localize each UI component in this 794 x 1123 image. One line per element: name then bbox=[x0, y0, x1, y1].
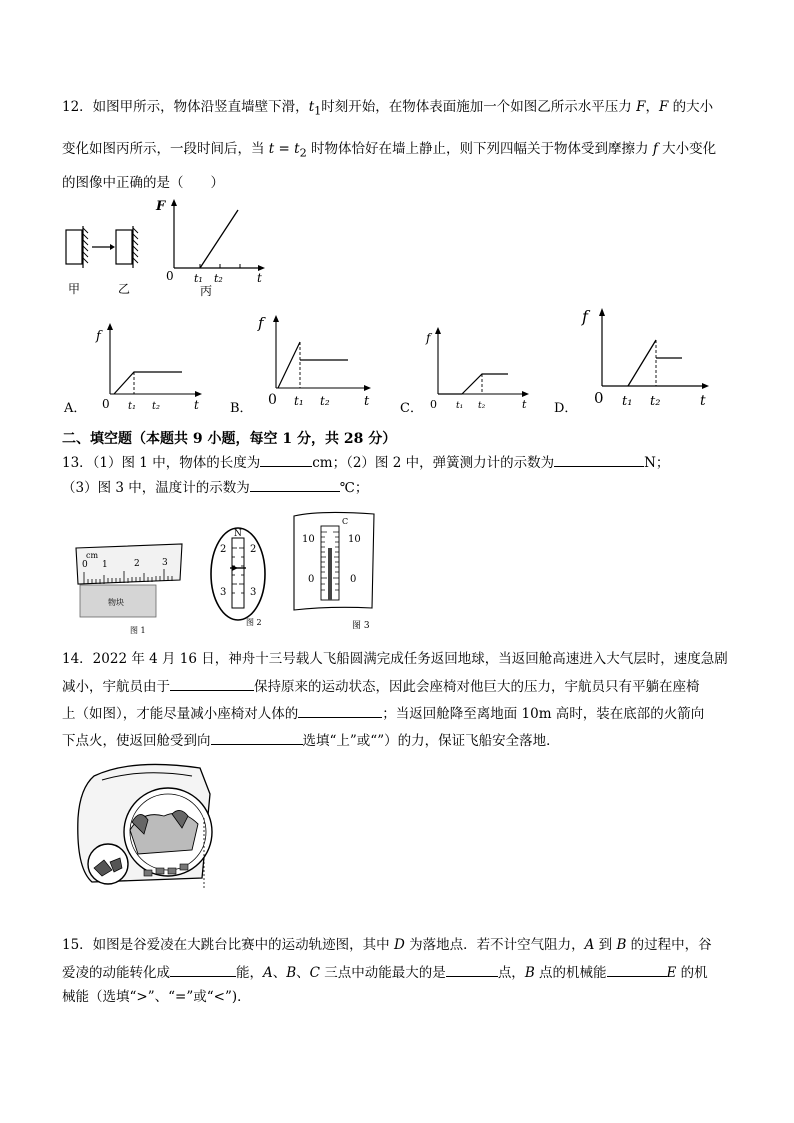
label-yi: 乙 bbox=[118, 282, 131, 296]
ruler-block-label: 物块 bbox=[108, 598, 124, 607]
thermometer-10-right: 10 bbox=[348, 534, 361, 545]
option-d-t2: t₂ bbox=[650, 394, 661, 409]
bing-origin: 0 bbox=[166, 269, 174, 283]
q13-blank-1[interactable] bbox=[260, 452, 312, 467]
option-b-f-label: f bbox=[258, 314, 264, 332]
fig2-caption: 图 2 bbox=[246, 618, 262, 627]
q15-blank-3[interactable] bbox=[607, 962, 667, 977]
option-c-t: t bbox=[522, 398, 527, 411]
bing-t-label: t bbox=[257, 271, 262, 285]
thermometer-unit: C bbox=[342, 517, 349, 526]
spring-scale-slot bbox=[232, 538, 244, 608]
option-a-label[interactable]: A． bbox=[64, 401, 87, 416]
option-a-origin: 0 bbox=[102, 397, 110, 411]
thermometer-10-left: 10 bbox=[302, 534, 315, 545]
q13-line1: 13．（1）图 1 中，物体的长度为 cm；（2）图 2 中，弹簧测力计的示数为 N； bbox=[62, 452, 669, 472]
q15-line3: 械能（选填“>”、“=”或“<”)． bbox=[62, 989, 251, 1005]
fig2-spring-scale bbox=[206, 524, 272, 634]
q14-line2: 减小，宇航员由于 保持原来的运动状态，因此会座椅对他巨大的压力，宇航员只有平躺在座椅 bbox=[62, 676, 700, 696]
fig3-thermometer bbox=[290, 508, 380, 634]
q15-blank-2[interactable] bbox=[446, 962, 498, 977]
option-b-curve-rise bbox=[278, 342, 300, 388]
q14-line3: 上（如图），才能尽量减小座椅对人体的 ；当返回舱降至离地面 10m 高时，装在底部的火箭向 bbox=[62, 703, 704, 723]
option-c-label[interactable]: C． bbox=[400, 401, 423, 416]
spring-3-left: 3 bbox=[220, 587, 227, 598]
option-b-t2: t₂ bbox=[320, 394, 330, 408]
q15-blank-1[interactable] bbox=[170, 962, 236, 977]
ruler-tick-1: 1 bbox=[102, 560, 108, 570]
option-d-f-label: f bbox=[582, 307, 588, 326]
option-a-graph[interactable] bbox=[92, 318, 210, 412]
ruler-tick-0: 0 bbox=[82, 560, 88, 570]
wall-hatch-jia bbox=[83, 228, 88, 263]
fig1-caption: 图 1 bbox=[130, 626, 146, 635]
block-yi bbox=[116, 230, 132, 264]
option-b-t1: t₁ bbox=[294, 394, 304, 408]
option-c-t1: t₁ bbox=[456, 401, 464, 411]
q14-capsule-illustration bbox=[72, 758, 222, 898]
bing-y-arrow bbox=[171, 199, 177, 206]
option-d-curve-rise bbox=[628, 340, 656, 386]
capsule-zoom-circle bbox=[88, 844, 128, 884]
q12-line3: 的图像中正确的是（ ） bbox=[62, 175, 224, 191]
option-b-label[interactable]: B． bbox=[230, 401, 253, 416]
bing-t2-label: t₂ bbox=[214, 272, 223, 285]
option-a-curve bbox=[114, 372, 182, 394]
bing-force-line bbox=[200, 210, 238, 268]
q15-line1: 15．如图是谷爱凌在大跳台比赛中的运动轨迹图，其中 D 为落地点．若不计空气阻力，A 到 B 的过程中，谷 bbox=[62, 937, 712, 953]
thermometer-0-right: 0 bbox=[350, 574, 357, 585]
q13-blank-2[interactable] bbox=[554, 452, 644, 467]
option-c-t2: t₂ bbox=[478, 401, 486, 411]
option-d-graph[interactable] bbox=[578, 302, 718, 410]
thermometer-0-left: 0 bbox=[308, 574, 315, 585]
spring-3-right: 3 bbox=[250, 587, 257, 598]
spring-2-right: 2 bbox=[250, 544, 257, 555]
q13-line2: （3）图 3 中，温度计的示数为 ℃； bbox=[62, 477, 368, 497]
option-c-f-label: f bbox=[426, 331, 431, 345]
option-d-t: t bbox=[700, 393, 706, 409]
bing-t1-label: t₁ bbox=[194, 272, 203, 285]
ruler-tick-3: 3 bbox=[162, 558, 168, 568]
q14-line4: 下点火，使返回舱受到向 选填“上”或“”）的力，保证飞船安全落地． bbox=[62, 730, 560, 750]
force-arrow-head bbox=[110, 244, 115, 250]
option-c-curve bbox=[462, 374, 508, 394]
q13-blank-3[interactable] bbox=[250, 477, 340, 492]
q12-figures bbox=[60, 196, 280, 300]
q14-blank-1[interactable] bbox=[170, 676, 254, 691]
ruler-unit: cm bbox=[86, 551, 99, 560]
option-b-graph[interactable] bbox=[254, 310, 380, 410]
spring-unit: N bbox=[234, 529, 242, 539]
spring-2-left: 2 bbox=[220, 544, 227, 555]
ruler-tick-2: 2 bbox=[134, 559, 140, 569]
option-a-f-label: f bbox=[96, 329, 101, 344]
q12-line1: 12．如图甲所示，物体沿竖直墙壁下滑，$t_1$时刻开始，在物体表面施加一个如图乙所示水平压力 F，F 的大小 bbox=[62, 99, 714, 118]
q14-line1: 14．2022 年 4 月 16 日，神舟十三号载人飞船圆满完成任务返回地球，当返回舱高速进入大气层时，速度急剧 bbox=[62, 651, 728, 667]
thermometer-liquid bbox=[328, 548, 332, 600]
fig3-caption: 图 3 bbox=[352, 621, 370, 631]
q14-blank-3[interactable] bbox=[211, 730, 303, 745]
fig1-ruler bbox=[74, 540, 186, 640]
q12-line2: 变化如图丙所示，一段时间后，当 $t = t_2$ 时物体恰好在墙上静止，则下列四幅关于物体受到摩擦力 f 大小变化 bbox=[62, 141, 717, 160]
option-c-graph[interactable] bbox=[424, 322, 536, 412]
bing-F-label: F bbox=[156, 199, 166, 214]
section-2-heading: 二、填空题（本题共 9 小题，每空 1 分，共 28 分） bbox=[62, 431, 397, 447]
option-d-label[interactable]: D． bbox=[554, 401, 578, 416]
block-jia bbox=[66, 230, 82, 264]
option-c-origin: 0 bbox=[430, 398, 437, 411]
option-b-origin: 0 bbox=[268, 392, 277, 408]
option-b-t: t bbox=[364, 394, 370, 409]
option-a-t1: t₁ bbox=[128, 401, 137, 412]
option-a-t2: t₂ bbox=[152, 401, 161, 412]
option-a-t: t bbox=[194, 398, 199, 412]
option-d-t1: t₁ bbox=[622, 394, 633, 409]
wall-hatch-yi bbox=[133, 228, 138, 263]
label-bing: 丙 bbox=[200, 284, 213, 298]
q14-blank-2[interactable] bbox=[298, 703, 382, 718]
option-d-origin: 0 bbox=[594, 389, 604, 407]
q15-line2: 爱凌的动能转化成 能，A、B、C 三点中动能最大的是 点，B 点的机械能 E 的机 bbox=[62, 962, 708, 982]
label-jia: 甲 bbox=[68, 282, 81, 296]
